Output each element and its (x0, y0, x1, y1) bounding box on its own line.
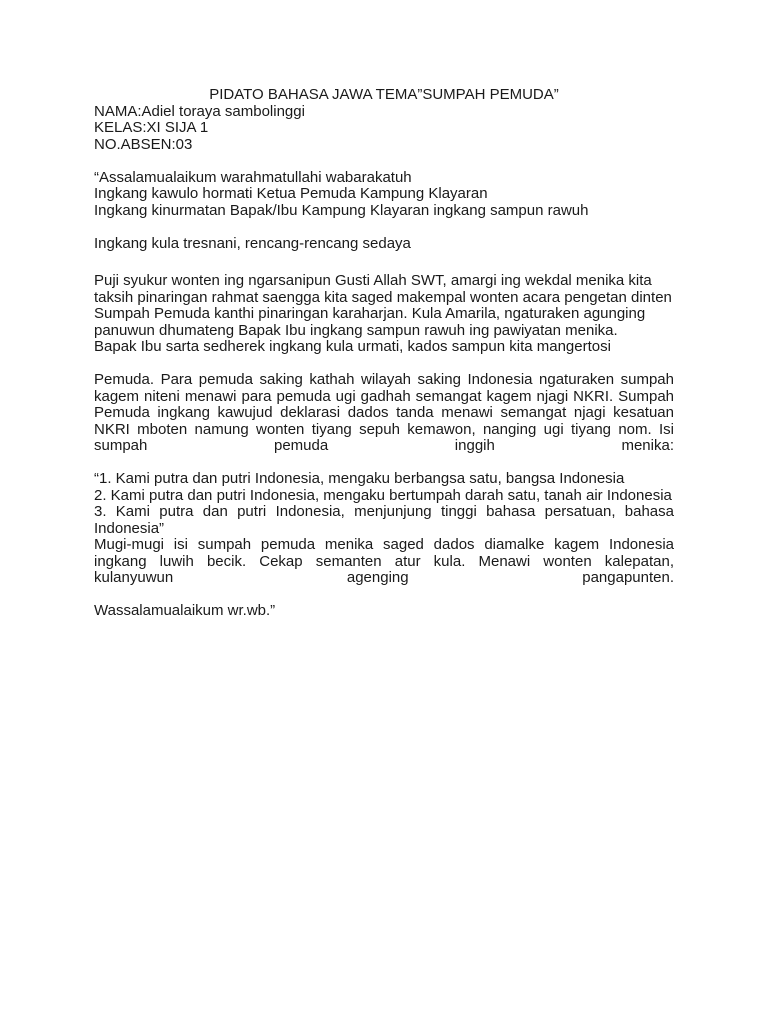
greeting-line: Ingkang kinurmatan Bapak/Ibu Kampung Klayaran ingkang sampun rawuh (94, 201, 589, 219)
oath-item-2: 2. Kami putra dan putri Indonesia, mengaku bertumpah darah satu, tanah air Indonesia (94, 486, 672, 504)
student-name: NAMA:Adiel toraya sambolinggi (94, 102, 305, 120)
spacer (94, 153, 674, 170)
farewell-line: Wassalamualaikum wr.wb.” (94, 602, 276, 619)
student-class: KELAS:XI SIJA 1 (94, 119, 209, 136)
spacer (94, 356, 674, 373)
spacer (94, 455, 674, 472)
greeting-line: Ingkang kawulo hormati Ketua Pemuda Kampung Klayaran (94, 185, 488, 202)
student-absen-number: NO.ABSEN:03 (94, 135, 193, 153)
oath-item-1: “1. Kami putra dan putri Indonesia, mengaku berbangsa satu, bangsa Indonesia (94, 470, 625, 487)
greeting-line: “Assalamualaikum warahmatullahi wabarakatuh (94, 168, 412, 186)
document-title: PIDATO BAHASA JAWA TEMA”SUMPAH PEMUDA” (209, 86, 559, 103)
address-friends: Ingkang kula tresnani, rencang-rencang sedaya (94, 234, 411, 252)
paragraph-opening-cont: Bapak Ibu sarta sedherek ingkang kula urmati, kados sampun kita mangertosi (94, 338, 611, 355)
spacer (94, 587, 674, 604)
paragraph-closing: Mugi-mugi isi sumpah pemuda menika saged dados diamalke kagem Indonesia ingkang luwih becik. Cekap semanten atur kula. Menawi wonten kalepatan, kulanyuwun agenging pangapunten. (94, 536, 674, 586)
spacer (94, 219, 674, 236)
spacer (94, 252, 674, 273)
oath-item-3: 3. Kami putra dan putri Indonesia, menjunjung tinggi bahasa persatuan, bahasa Indonesia” (94, 503, 674, 537)
paragraph-sumpah-pemuda: Pemuda. Para pemuda saking kathah wilayah saking Indonesia ngaturaken sumpah kagem niteni menawi para pemuda ugi gadhah semangat kagem njagi NKRI. Sumpah Pemuda ingkang kawujud deklarasi dados tanda menawi semangat njagi kesatuan NKRI mboten namung wonten tiyang sepuh kemawon, nanging ugi tiyang nom. Isi sumpah pemuda inggih menika: (94, 371, 674, 454)
paragraph-opening: Puji syukur wonten ing ngarsanipun Gusti Allah SWT, amargi ing wekdal menika kita taksih pinaringan rahmat saengga kita saged makempal wonten acara pengetan dinten Sumpah Pemuda kanthi pinaringan karaharjan. Kula Amarila, ngaturaken agunging panuwun dhumateng Bapak Ibu ingkang sampun rawuh ing pawiyatan menika. (94, 272, 672, 339)
